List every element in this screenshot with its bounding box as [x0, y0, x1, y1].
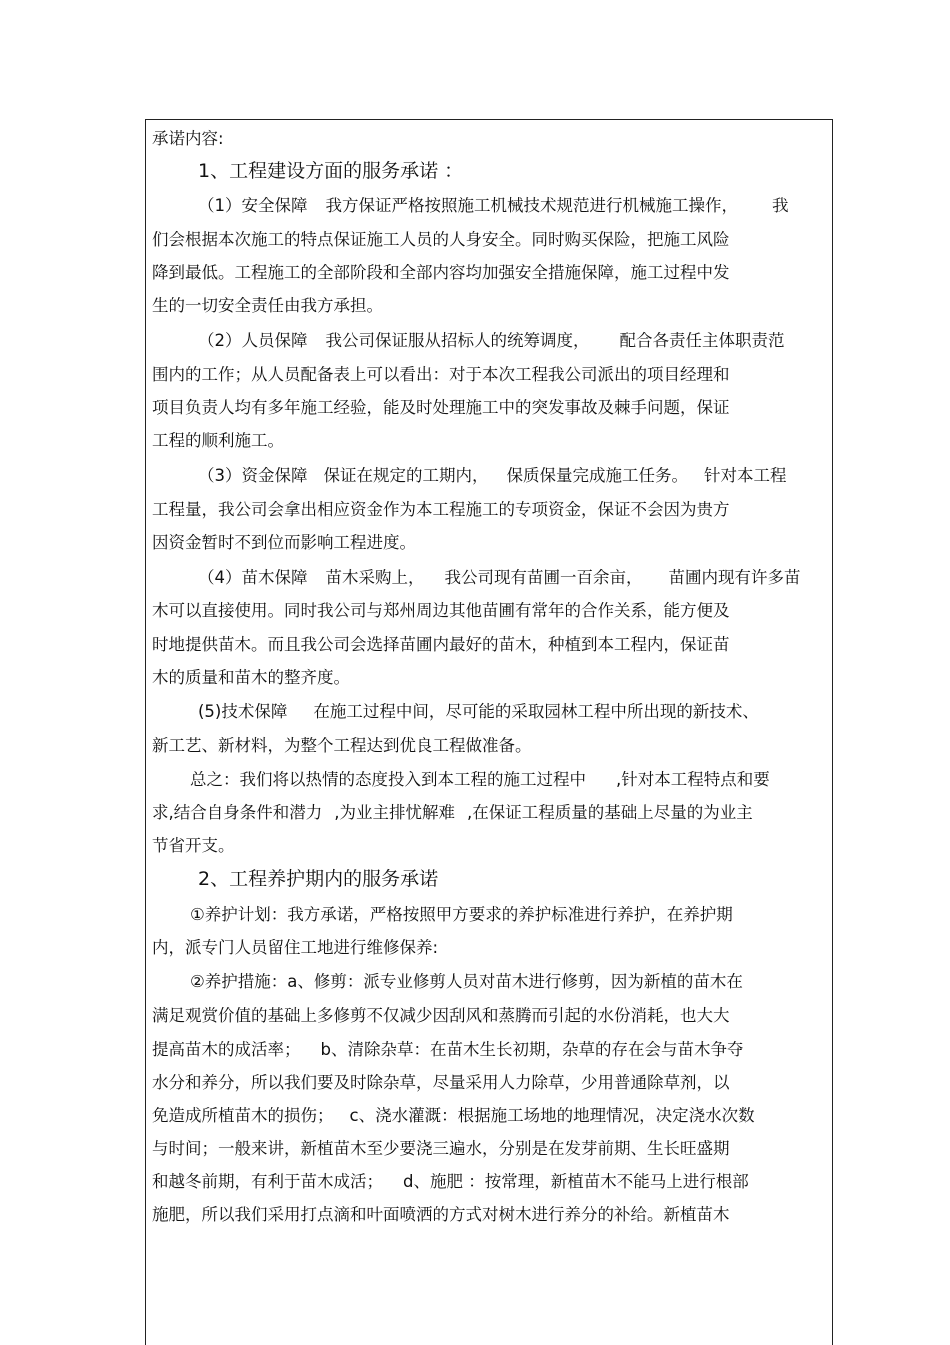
maintenance-measures-line-6: 与时间；一般来讲，新植苗木至少要浇三遍水，分别是在发芽前期、生长旺盛期: [152, 1139, 730, 1158]
personnel-paragraph-line-3: 项目负责人均有多年施工经验，能及时处理施工中的突发事故及棘手问题，保证: [152, 398, 730, 417]
seedlings-paragraph-line-3: 时地提供苗木。而且我公司会选择苗圃内最好的苗木，种植到本工程内，保证苗: [152, 635, 730, 654]
maintenance-plan-line-1: ①养护计划：我方承诺，严格按照甲方要求的养护标准进行养护，在养护期: [190, 905, 733, 924]
personnel-paragraph-line-1: （2）人员保障 我公司保证服从招标人的统筹调度， 配合各责任主体职责范: [198, 331, 785, 350]
maintenance-measures-line-3: 提高苗木的成活率； b、清除杂草：在苗木生长初期，杂草的存在会与苗木争夺: [152, 1040, 744, 1059]
maintenance-measures-line-4: 水分和养分，所以我们要及时除杂草，尽量采用人力除草，少用普通除草剂，以: [152, 1073, 730, 1092]
safety-paragraph-line-3: 降到最低。工程施工的全部阶段和全部内容均加强安全措施保障，施工过程中发: [152, 263, 730, 282]
maintenance-measures-line-2: 满足观赏价值的基础上多修剪不仅减少因刮风和蒸腾而引起的水份消耗，也大大: [152, 1006, 730, 1025]
tech-paragraph-line-2: 新工艺、新材料，为整个工程达到优良工程做准备。: [152, 736, 532, 755]
safety-paragraph-line-2: 们会根据本次施工的特点保证施工人员的人身安全。同时购买保险，把施工风险: [152, 230, 730, 249]
maintenance-measures-line-7: 和越冬前期，有利于苗木成活； d、施肥 ：按常理，新植苗木不能马上进行根部: [152, 1172, 749, 1191]
safety-paragraph-line-4: 生的一切安全责任由我方承担。: [152, 296, 383, 315]
funds-paragraph-line-3: 因资金暂时不到位而影响工程进度。: [152, 533, 416, 552]
maintenance-measures-line-8: 施肥，所以我们采用打点滴和叶面喷洒的方式对树木进行养分的补给。新植苗木: [152, 1205, 730, 1224]
summary-paragraph-line-2: 求,结合自身条件和潜力 ,为业主排忧解难 ,在保证工程质量的基础上尽量的为业主: [152, 803, 753, 822]
seedlings-paragraph-line-1: （4）苗木保障 苗木采购上， 我公司现有苗圃一百余亩， 苗圃内现有许多苗: [198, 568, 801, 587]
safety-paragraph-line-1: （1）安全保障 我方保证严格按照施工机械技术规范进行机械施工操作， 我: [198, 196, 789, 215]
page-title: 承诺内容:: [152, 129, 224, 148]
seedlings-paragraph-line-2: 木可以直接使用。同时我公司与郑州周边其他苗圃有常年的合作关系，能方便及: [152, 601, 730, 620]
seedlings-paragraph-line-4: 木的质量和苗木的整齐度。: [152, 668, 350, 687]
funds-paragraph-line-2: 工程量，我公司会拿出相应资金作为本工程施工的专项资金，保证不会因为贵方: [152, 500, 730, 519]
maintenance-measures-line-1: ②养护措施：a、修剪：派专业修剪人员对苗木进行修剪，因为新植的苗木在: [190, 972, 743, 991]
personnel-paragraph-line-2: 围内的工作；从人员配备表上可以看出：对于本次工程我公司派出的项目经理和: [152, 365, 730, 384]
maintenance-plan-line-2: 内，派专门人员留住工地进行维修保养:: [152, 938, 439, 957]
maintenance-measures-line-5: 免造成所植苗木的损伤； c、浇水灌溉：根据施工场地的地理情况，决定浇水次数: [152, 1106, 755, 1125]
section-2-heading: 2、工程养护期内的服务承诺: [198, 868, 439, 890]
summary-paragraph-line-3: 节省开支。: [152, 836, 235, 855]
tech-paragraph-line-1: (5)技术保障 在施工过程中间，尽可能的采取园林工程中所出现的新技术、: [198, 702, 759, 721]
funds-paragraph-line-1: （3）资金保障 保证在规定的工期内， 保质保量完成施工任务。 针对本工程: [198, 466, 787, 485]
section-1-heading: 1、工程建设方面的服务承诺 ：: [198, 160, 464, 182]
personnel-paragraph-line-4: 工程的顺利施工。: [152, 431, 284, 450]
summary-paragraph-line-1: 总之：我们将以热情的态度投入到本工程的施工过程中 ,针对本工程特点和要: [190, 770, 770, 789]
